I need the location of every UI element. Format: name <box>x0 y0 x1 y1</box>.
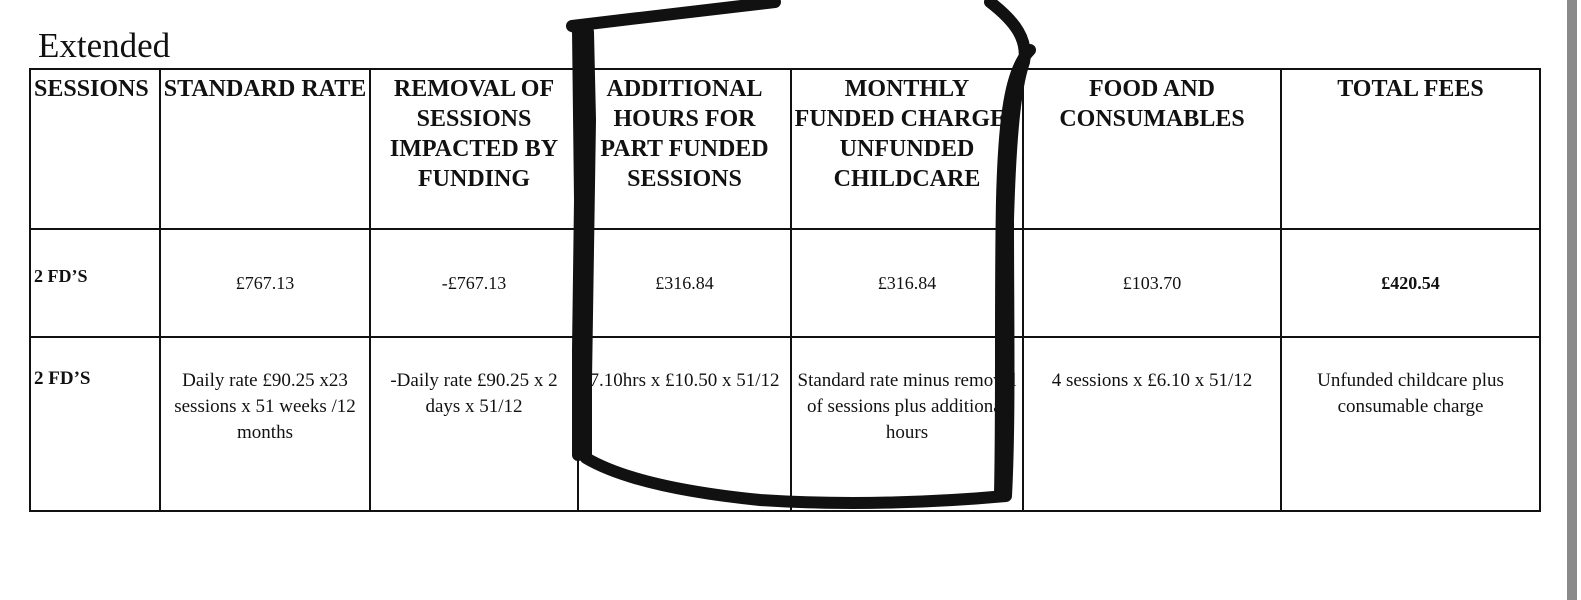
header-additional-hours: ADDITIONAL HOURS FOR PART FUNDED SESSIONS <box>578 69 791 229</box>
table-cell: £103.70 <box>1023 229 1281 337</box>
table-cell: Standard rate minus removal of sessions plus additional hours <box>791 337 1023 511</box>
fees-table <box>29 68 1541 512</box>
row-label: 2 FD’S <box>30 229 160 337</box>
header-total-fees: TOTAL FEES <box>1281 69 1540 229</box>
table-row <box>30 337 1540 511</box>
table-cell: £316.84 <box>578 229 791 337</box>
header-sessions: SESSIONS <box>30 69 160 229</box>
scrollbar-thumb[interactable] <box>1567 0 1577 600</box>
document-title: Extended <box>38 26 171 65</box>
table-row <box>30 229 1540 337</box>
header-monthly-funded-charges: MONTHLY FUNDED CHARGES UNFUNDED CHILDCARE <box>791 69 1023 229</box>
table-cell: Daily rate £90.25 x23 sessions x 51 weeks /12 months <box>160 337 370 511</box>
table-cell: -Daily rate £90.25 x 2 days x 51/12 <box>370 337 578 511</box>
table-cell: £767.13 <box>160 229 370 337</box>
table-cell: 7.10hrs x £10.50 x 51/12 <box>578 337 791 511</box>
row-label: 2 FD’S <box>30 337 160 511</box>
table-cell: £316.84 <box>791 229 1023 337</box>
header-standard-rate: STANDARD RATE <box>160 69 370 229</box>
table-header-row <box>30 69 1540 229</box>
table-cell: -£767.13 <box>370 229 578 337</box>
total-fees-value: £420.54 <box>1281 229 1540 337</box>
scrollbar[interactable] <box>1553 0 1581 600</box>
header-removal-of-sessions: REMOVAL OF SESSIONS IMPACTED BY FUNDING <box>370 69 578 229</box>
header-food-and-consumables: FOOD AND CONSUMABLES <box>1023 69 1281 229</box>
table-cell: 4 sessions x £6.10 x 51/12 <box>1023 337 1281 511</box>
table-cell: Unfunded childcare plus consumable charge <box>1281 337 1540 511</box>
